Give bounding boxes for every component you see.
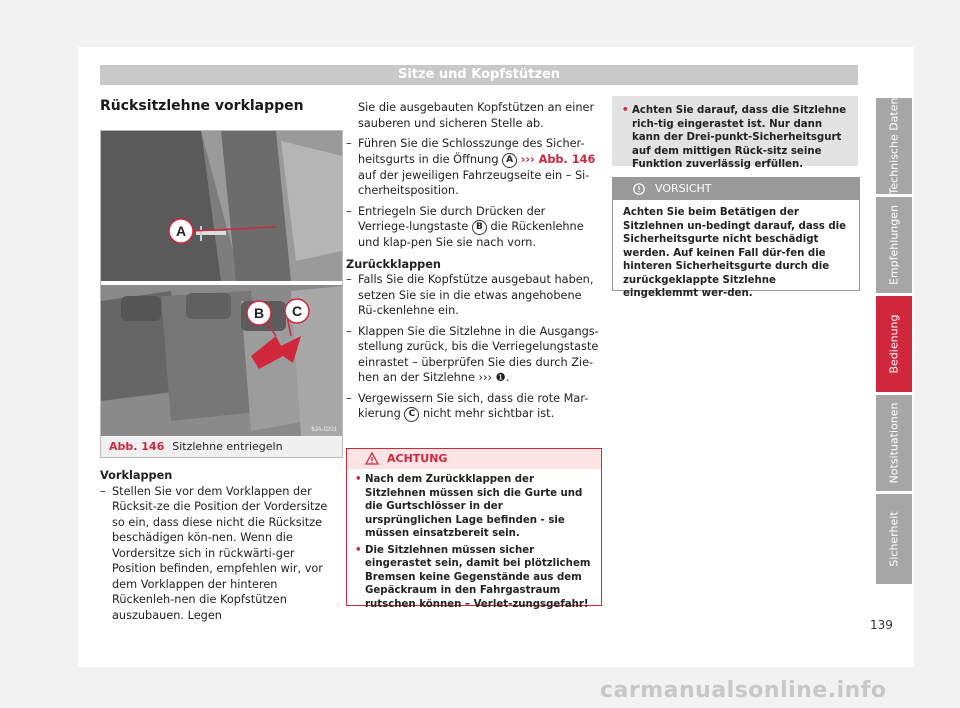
figure-code: 6JA-0201: [311, 427, 337, 433]
watermark: carmanualsonline.info: [600, 678, 887, 703]
tab-empfehlungen[interactable]: Empfehlungen: [876, 197, 912, 293]
step-zurueck-2: – Klappen Sie die Sitzlehne in die Ausgangs-stellung zurück, bis die Verriegelungstaste einrastet – überprüfen Sie dies durch Zie-hen an der Sitzlehne ››› ❶.: [346, 324, 600, 386]
page-number: 139: [870, 618, 893, 632]
figure-label: Abb. 146: [109, 440, 165, 453]
warning-triangle-icon: [365, 452, 379, 465]
heading-zurueckklappen: Zurückklappen: [346, 257, 441, 271]
figure-caption: [101, 437, 342, 457]
badge-c: C: [404, 407, 419, 422]
caution-header: [613, 178, 859, 200]
tab-technische-daten[interactable]: Technische Daten: [876, 98, 912, 194]
step-vorklappen-1: – Stellen Sie vor dem Vorklappen der Rücksit-ze die Position der Vordersitze so ein, dass diese nicht die Rücksitze beschädigen kön-nen. Wenn die Vordersitze sich in rückwärti-ger Position befinden, empfehlen wir, vor dem Vorklappen der hinteren Rückenleh-nen die Kopfstützen auszubauen. Legen: [100, 484, 342, 624]
figure-caption-text: Sitzlehne entriegeln: [172, 440, 283, 453]
page-header: Sitze und Kopfstützen: [100, 65, 858, 85]
badge-a: A: [502, 153, 517, 168]
warning-box: [346, 448, 602, 610]
callout-a: A: [175, 223, 187, 239]
step-vorklappen-2: – Führen Sie die Schlosszunge des Sicher-heitsgurts in die Öffnung A ››› Abb. 146 auf der jeweiligen Fahrzeugseite ein – Si-cherheitsposition.: [346, 136, 600, 199]
caution-title: VORSICHT: [655, 182, 712, 195]
step-zurueck-3: – Vergewissern Sie sich, dass die rote Mar-kierung C nicht mehr sichtbar ist.: [346, 391, 600, 423]
tab-sicherheit[interactable]: Sicherheit: [876, 494, 912, 584]
section-title: Rücksitzlehne vorklappen: [100, 98, 304, 114]
warning-item: • Nach dem Zurückklappen der Sitzlehnen müssen sich die Gurte und die Gurtschlösser in der ursprünglichen Lage befinden - sie müssen einsatzbereit sein.: [355, 473, 593, 541]
caution-text: Achten Sie beim Betätigen der Sitzlehnen un-bedingt darauf, dass die Sicherheitsgurte nicht beschädigt werden. Auf keinen Fall dür-fen die hinteren Sicherheitsgurte durch die zurückgeklappte Sitzlehne eingeklemmt wer-den.: [623, 207, 847, 299]
column-1: [100, 468, 342, 628]
warning-item: • Die Sitzlehnen müssen sicher eingerastet sein, damit bei plötzlichem Bremsen keine Gegenstände aus dem Gepäckraum in den Fahrgastraum rutschen können – Verlet-zungsgefahr!: [355, 544, 593, 612]
note-text: • Achten Sie darauf, dass die Sitzlehne rich-tig eingerastet ist. Nur dann kann der Drei-punkt-Sicherheitsgurt auf dem mittigen Rück-sitz seine Funktion zuverlässig erfüllen.: [622, 104, 848, 172]
continued-text: Sie die ausgebauten Kopfstützen an einer sauberen und sicheren Stelle ab.: [358, 101, 595, 130]
column-2: [346, 100, 600, 427]
caution-box: [612, 177, 860, 299]
heading-vorklappen: Vorklappen: [100, 469, 173, 482]
figure-reference-link[interactable]: ››› Abb. 146: [520, 152, 596, 166]
callout-b: B: [253, 305, 265, 321]
tab-notsituationen[interactable]: Notsituationen: [876, 395, 912, 491]
step-vorklappen-3: – Entriegeln Sie durch Drücken der Verriege-lungstaste B die Rückenlehne und klap-pen Sie sie nach vorn.: [346, 204, 600, 251]
badge-b: B: [472, 220, 487, 235]
step-zurueck-1: – Falls Sie die Kopfstütze ausgebaut haben, setzen Sie sie in die etwas angehobene Rü-ckenlehne ein.: [346, 272, 600, 319]
figure-146: [100, 130, 343, 458]
callout-c: C: [291, 303, 303, 319]
warning-title: ACHTUNG: [387, 452, 448, 465]
seat-photo-illustration: [101, 131, 342, 436]
info-circle-icon: [633, 183, 645, 195]
warning-header: [347, 449, 601, 469]
note-box: [612, 96, 858, 170]
tab-bedienung[interactable]: Bedienung: [876, 296, 912, 392]
